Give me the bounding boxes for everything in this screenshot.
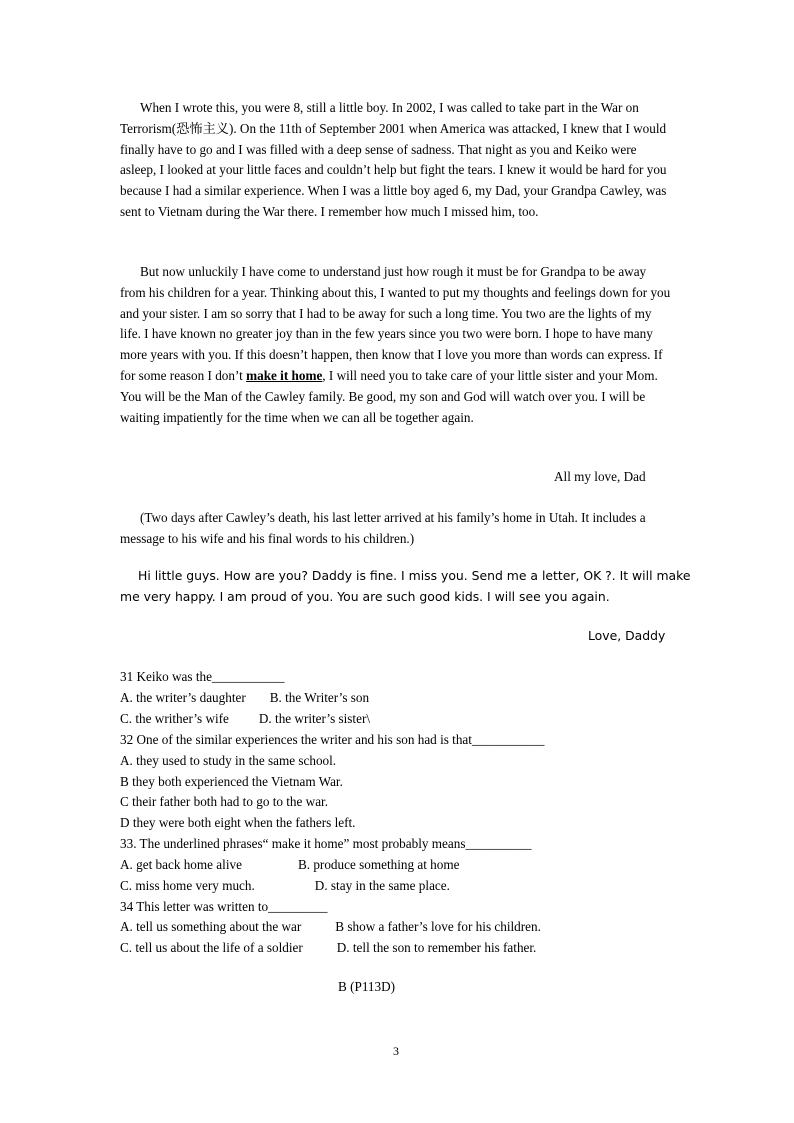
- kids-message-signature: Love, Daddy: [588, 628, 666, 643]
- question-33-options-cd: [120, 877, 450, 895]
- option-31-b: B. the Writer’s son: [269, 690, 370, 705]
- question-34: 34 This letter was written to_________: [120, 899, 328, 914]
- option-32-c: C their father both had to go to the war.: [120, 794, 329, 809]
- question-33: 33. The underlined phrases“ make it home” most probably means__________: [120, 836, 532, 851]
- question-31-options-ab: [120, 689, 369, 707]
- question-33-options-ab: [120, 856, 459, 874]
- kids-message-line-1: Hi little guys. How are you? Daddy is fine. I miss you. Send me a letter, OK ?. It will make: [138, 568, 691, 583]
- option-31-a: A. the writer’s daughter: [120, 690, 246, 705]
- question-31-options-cd: [120, 710, 370, 728]
- option-32-b: B they both experienced the Vietnam War.: [120, 774, 343, 789]
- option-31-c: C. the writher’s wife: [120, 711, 229, 726]
- question-34-options-ab: [120, 918, 541, 936]
- option-33-a: A. get back home alive: [120, 857, 242, 872]
- question-32: 32 One of the similar experiences the writer and his son had is that___________: [120, 732, 545, 747]
- editor-note: (Two days after Cawley’s death, his last letter arrived at his family’s home in Utah. It includes a message to his wife and his final words to his children.): [120, 510, 646, 546]
- paragraph-2-text-before: But now unluckily I have come to understand just how rough it must be for Grandpa to be away from his children for a year. Thinking about this, I wanted to put my thoughts and feelings down for you and your sister. I am so sorry that I had to be away for such a long time. You two are the lights of my life. I have known no greater joy than in the few years since you two were born. I hope to have many more years with you. If this doesn’t happen, then know that I love you more than words can express. If for some reason I don’t: [120, 264, 671, 383]
- option-31-d: D. the writer’s sister\: [258, 711, 371, 726]
- option-34-b: B show a father’s love for his children.: [335, 919, 541, 934]
- option-34-d: D. tell the son to remember his father.: [336, 940, 537, 955]
- letter-paragraph-1: When I wrote this, you were 8, still a little boy. In 2002, I was called to take part in the War on Terrorism(恐怖主义). On the 11th of September 2001 when America was attacked, I knew that I would finally have to go and I was filled with a deep sense of sadness. That night as you and Keiko were asleep, I looked at your little faces and couldn’t help but fight the tears. I knew it would be hard for you because I had a similar experience. When I was a little boy aged 6, my Dad, your Grandpa Cawley, was sent to Vietnam during the War there. I remember how much I missed him, too.: [120, 100, 667, 219]
- option-33-d: D. stay in the same place.: [314, 878, 450, 893]
- letter-paragraph-2: [120, 262, 675, 428]
- option-34-c: C. tell us about the life of a soldier: [120, 940, 303, 955]
- paragraph-2-text-after: , I will need you to take care of your little sister and your Mom. You will be the Man of the Cawley family. Be good, my son and God will watch over you. I will be waiting impatiently for the time when we can all be together again.: [120, 367, 658, 425]
- question-34-options-cd: [120, 939, 536, 957]
- option-32-d: D they were both eight when the fathers left.: [120, 815, 356, 830]
- option-32-a: A. they used to study in the same school.: [120, 753, 337, 768]
- section-label: B (P113D): [338, 979, 396, 994]
- underlined-phrase: make it home: [246, 367, 323, 383]
- page-number: 3: [393, 1044, 399, 1058]
- letter-signature: All my love, Dad: [554, 469, 646, 484]
- question-31: 31 Keiko was the___________: [120, 669, 285, 684]
- option-33-c: C. miss home very much.: [120, 878, 255, 893]
- option-34-a: A. tell us something about the war: [120, 919, 302, 934]
- kids-message-line-2: me very happy. I am proud of you. You are such good kids. I will see you again.: [120, 589, 610, 604]
- option-33-b: B. produce something at home: [297, 857, 460, 872]
